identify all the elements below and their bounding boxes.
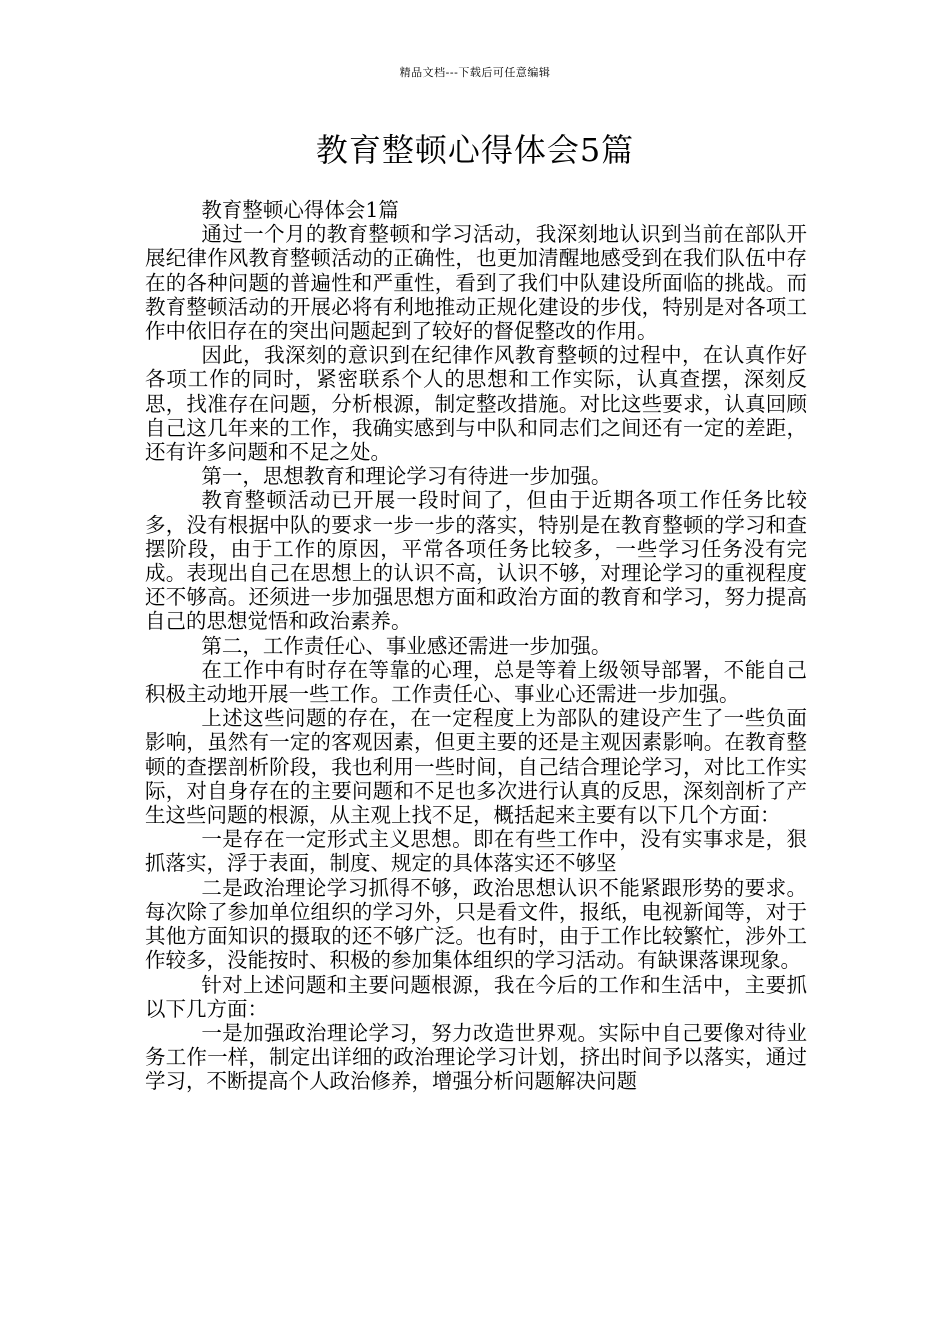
- paragraph: 上述这些问题的存在，在一定程度上为部队的建设产生了一些负面影响，虽然有一定的客观因素，但更主要的还是主观因素影响。在教育整顿的查摆剖析阶段，我也利用一些时间，自己结合理论学习，对比工作实际，对自身存在的主要问题和不足也多次进行认真的反思，深刻剖析了产生这些问题的根源，从主观上找不足，概括起来主要有以下几个方面：: [145, 706, 807, 828]
- paragraph: 二是政治理论学习抓得不够，政治思想认识不能紧跟形势的要求。每次除了参加单位组织的学习外，只是看文件，报纸，电视新闻等，对于其他方面知识的摄取的还不够广泛。也有时，由于工作比较繁忙，涉外工作较多，没能按时、积极的参加集体组织的学习活动。有缺课落课现象。: [145, 875, 807, 973]
- paragraph: 一是存在一定形式主义思想。即在有些工作中，没有实事求是，狠抓落实，浮于表面，制度、规定的具体落实还不够坚: [145, 827, 807, 876]
- paragraph: 在工作中有时存在等靠的心理，总是等着上级领导部署，不能自己积极主动地开展一些工作。工作责任心、事业心还需进一步加强。: [145, 657, 807, 707]
- paragraph: 针对上述问题和主要问题根源，我在今后的工作和生活中，主要抓以下几方面：: [145, 972, 807, 1021]
- document-title: 教育整顿心得体会5篇: [315, 131, 635, 169]
- paragraph: 一是加强政治理论学习，努力改造世界观。实际中自己要像对待业务工作一样，制定出详细的政治理论学习计划，挤出时间予以落实，通过学习，不断提高个人政治修养，增强分析问题解决问题: [145, 1020, 807, 1094]
- paragraph: 因此，我深刻的意识到在纪律作风教育整顿的过程中，在认真作好各项工作的同时，紧密联系个人的思想和工作实际，认真查摆，深刻反思，找准存在问题，分析根源，制定整改措施。对比这些要求，认真回顾自己这几年来的工作，我确实感到与中队和同志们之间还有一定的差距，还有许多问题和不足之处。: [145, 343, 807, 465]
- paragraph: 教育整顿活动已开展一段时间了，但由于近期各项工作任务比较多，没有根据中队的要求一步一步的落实，特别是在教育整顿的学习和查摆阶段，由于工作的原因，平常各项任务比较多，一些学习任务没有完成。表现出自己在思想上的认识不高，认识不够，对理论学习的重视程度还不够高。还须进一步加强思想方面和政治方面的教育和学习，努力提高自己的思想觉悟和政治素养。: [145, 488, 807, 634]
- document-body: [145, 198, 807, 1094]
- section-heading: 教育整顿心得体会1篇: [201, 198, 399, 222]
- header-note: 精品文档---下载后可任意编辑: [399, 66, 551, 79]
- paragraph: 通过一个月的教育整顿和学习活动，我深刻地认识到当前在部队开展纪律作风教育整顿活动的正确性，也更加清醒地感受到在我们队伍中存在的各种问题的普遍性和严重性，看到了我们中队建设所面临的挑战。而教育整顿活动的开展必将有利地推动正规化建设的步伐，特别是对各项工作中依旧存在的突出问题起到了较好的督促整改的作用。: [145, 222, 807, 344]
- paragraph: 第二，工作责任心、事业感还需进一步加强。: [201, 633, 612, 658]
- paragraph: 第一，思想教育和理论学习有待进一步加强。: [201, 464, 612, 489]
